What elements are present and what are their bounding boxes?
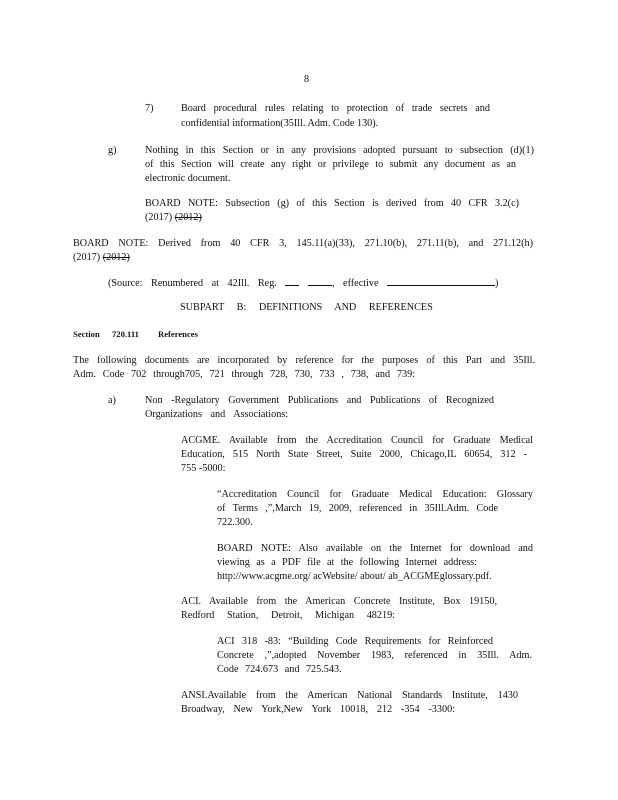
intro-line-1: The following documents are incorporated by reference for the purposes of this Part and 35Ill. (73, 355, 535, 366)
aci-ref-line-2: Concrete ,”,adopted November 1983, referenced in 35Ill. Adm. (217, 650, 532, 661)
source-blank-date (387, 275, 495, 286)
section-label: Section (73, 329, 100, 339)
board-note-g-line-1: BOARD NOTE: Subsection (g) of this Section is derived from 40 CFR 3.2(c) (145, 198, 519, 209)
item-g-line-1: Nothing in this Section or in any provisions adopted pursuant to subsection (d)(1) (145, 145, 534, 156)
aci-line-2: Redford Station, Detroit, Michigan 48219: (181, 610, 395, 621)
section-number: 720.111 (112, 329, 139, 339)
item-a-label: a) (108, 395, 116, 406)
item-g-line-2: of this Section will create any right or privilege to submit any document as an (145, 159, 516, 170)
intro-line-2: Adm. Code 702 through705, 721 through 728, 730, 733 , 738, and 739: (73, 369, 415, 380)
aci-ref-line-3: Code 724.673 and 725.543. (217, 664, 342, 675)
ansi-line-2: Broadway, New York,New York 10018, 212 -354 -3300: (181, 704, 455, 715)
acgme-note-line-1: BOARD NOTE: Also available on the Internet for download and (217, 543, 533, 554)
item-7-line-1: Board procedural rules relating to protection of trade secrets and (181, 103, 490, 114)
source-line (108, 275, 498, 291)
board-note-main-struck-year: (2012) (102, 252, 130, 263)
board-note-g-line-2 (145, 210, 202, 225)
source-text-2: , effective (331, 278, 379, 289)
board-note-main-line-1: BOARD NOTE: Derived from 40 CFR 3, 145.11(a)(33), 271.10(b), 271.11(b), and 271.12(h) (73, 238, 533, 249)
source-blank-page (308, 275, 332, 286)
item-g-line-3: electronic document. (145, 173, 231, 184)
section-title: References (158, 329, 198, 339)
item-7-label: 7) (145, 103, 154, 114)
item-g-label: g) (108, 145, 117, 156)
aci-line-1: ACI. Available from the American Concrete Institute, Box 19150, (181, 596, 497, 607)
acgme-line-2: Education, 515 North State Street, Suite 2000, Chicago,IL 60654, 312 - (181, 449, 527, 460)
item-7-line-2: confidential information(35Ill. Adm. Code 130). (181, 118, 379, 129)
acgme-note-line-2: viewing as a PDF file at the following Internet address: (217, 557, 477, 568)
acgme-line-3: 755 -5000: (181, 463, 226, 474)
item-a-line-1: Non -Regulatory Government Publications and Publications of Recognized (145, 395, 494, 406)
ansi-line-1: ANSI.Available from the American National Standards Institute, 1430 (181, 690, 518, 701)
acgme-note-url[interactable]: http://www.acgme.org/ acWebsite/ about/ ab_ACGMEglossary.pdf. (217, 571, 492, 582)
page-number: 8 (304, 74, 310, 85)
source-text-1: (Source: Renumbered at 42Ill. Reg. (108, 278, 277, 289)
acgme-ref-line-2: of Terms ,”,March 19, 2009, referenced in 35Ill.Adm. Code (217, 503, 498, 514)
item-a-line-2: Organizations and Associations: (145, 409, 289, 420)
aci-ref-line-1: ACI 318 -83: “Building Code Requirements for Reinforced (217, 636, 493, 647)
source-blank-volume (285, 275, 299, 286)
source-text-3: ) (495, 278, 499, 289)
acgme-ref-line-3: 722.300. (217, 517, 253, 528)
acgme-line-1: ACGME. Available from the Accreditation Council for Graduate Medical (181, 435, 533, 446)
board-note-main-line-2 (73, 250, 130, 265)
subpart-heading: SUBPART B: DEFINITIONS AND REFERENCES (180, 302, 433, 313)
board-note-g-struck-year: (2012) (174, 212, 202, 223)
board-note-main-year: (2017) (73, 252, 101, 263)
board-note-g-year: (2017) (145, 212, 173, 223)
acgme-ref-line-1: “Accreditation Council for Graduate Medical Education: Glossary (217, 489, 533, 500)
